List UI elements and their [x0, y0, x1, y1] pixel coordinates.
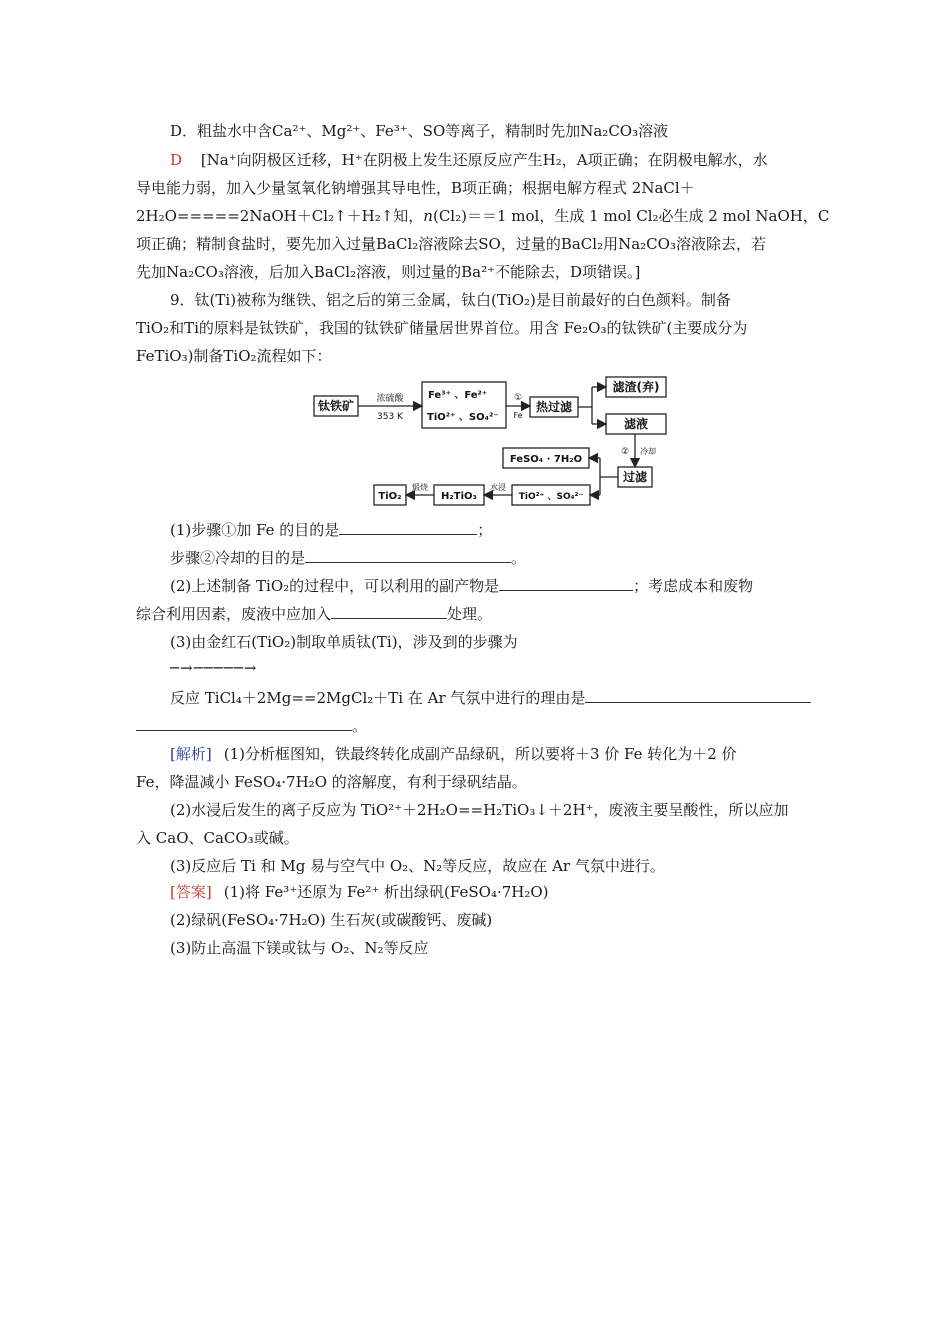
analysis-tag: [解析]	[170, 745, 212, 763]
analysis8-line-5: 先加Na₂CO₃溶液，后加入BaCl₂溶液，则过量的Ba²⁺不能除去，D项错误。]	[136, 263, 641, 281]
ions-top-label: Fe³⁺ 、Fe²⁺	[428, 390, 488, 401]
ions-bottom-label: TiO²⁺ 、SO₄²⁻	[427, 412, 499, 423]
q3c-text: 反应 TiCl₄＋2Mg==2MgCl₂＋Ti 在 Ar 气氛中进行的理由是	[170, 689, 586, 707]
acid-label: 浓硫酸	[376, 394, 404, 404]
answer9-text-1: (1)将 Fe³⁺还原为 Fe²⁺ 析出绿矾(FeSO₄·7H₂O)	[223, 883, 549, 901]
q1a-blank[interactable]	[339, 520, 477, 535]
step2-label: ②	[620, 447, 630, 457]
ore-label: 钛铁矿	[317, 399, 355, 413]
analysis8-line-2: 导电能力弱，加入少量氢氧化钠增强其导电性，B项正确；根据电解方程式 2NaCl＋	[136, 179, 695, 197]
analysis8-text-3a: 2H₂O=====2NaOH＋Cl₂↑＋H₂↑知，	[136, 207, 424, 225]
q2b-line	[136, 604, 492, 624]
q3-line: (3)由金红石(TiO₂)制取单质钛(Ti)，涉及到的步骤为	[170, 633, 518, 651]
hot-filter-label: 热过滤	[535, 400, 573, 414]
step1-label: ①	[513, 393, 523, 403]
q1a-end: ；	[477, 521, 493, 539]
q2b-end: 处理。	[447, 605, 493, 623]
q2b-blank[interactable]	[331, 604, 447, 619]
answer-tag: [答案]	[170, 883, 212, 901]
cool-label: 冷却	[640, 447, 656, 456]
analysis9-line-4: 入 CaO、CaCO₃或碱。	[136, 829, 299, 847]
analysis9-text-1: (1)分析框图知，铁最终转化成副产品绿矾，所以要将＋3 价 Fe 转化为＋2 价	[223, 745, 737, 763]
q3c-blank-2[interactable]	[136, 716, 352, 731]
analysis9-line-2: Fe，降温减小 FeSO₄·7H₂O 的溶解度，有利于绿矾结晶。	[136, 773, 527, 791]
q3c-line	[170, 688, 811, 708]
q3-chain: ─→─────→	[170, 659, 258, 677]
green-vitriol-label: FeSO₄ · 7H₂O	[509, 454, 583, 465]
analysis8-n: n	[423, 207, 433, 225]
tio2-label: TiO₂	[378, 491, 402, 502]
analysis8-line-3	[136, 206, 829, 226]
q3c-end: 。	[352, 717, 368, 735]
calcine-label: 煅烧	[412, 483, 428, 492]
flow-diagram	[300, 370, 690, 510]
temp-label: 353 K	[377, 412, 403, 422]
q1b-end: 。	[511, 549, 527, 567]
analysis9-line-3: (2)水浸后发生的离子反应为 TiO²⁺＋2H₂O==H₂TiO₃↓＋2H⁺，废液主要呈酸性，所以应加	[170, 801, 789, 819]
filter-label: 过滤	[622, 470, 648, 484]
q2a-line	[170, 576, 753, 596]
soak-label: 水浸	[490, 483, 506, 492]
q3c-line-2	[136, 716, 367, 736]
analysis8-text-1: [Na⁺向阴极区迁移，H⁺在阴极上发生还原反应产生H₂，A项正确；在阴极电解水，水	[200, 151, 768, 169]
q1b-line	[170, 548, 526, 568]
q2a-text: (2)上述制备 TiO₂的过程中，可以利用的副产物是	[170, 577, 500, 595]
option-d: D．粗盐水中含Ca²⁺、Mg²⁺、Fe³⁺、SO等离子，精制时先加Na₂CO₃溶液	[170, 122, 669, 140]
q1b-blank[interactable]	[305, 548, 511, 563]
q1b-text: 步骤②冷却的目的是	[170, 549, 306, 567]
answer9-line-1	[170, 882, 549, 902]
analysis9-line-5: (3)反应后 Ti 和 Mg 易与空气中 O₂、N₂等反应，故应在 Ar 气氛中进行。	[170, 857, 665, 875]
tio-ions-label: TiO²⁺ 、SO₄²⁻	[518, 492, 584, 502]
q1a-line	[170, 520, 492, 540]
q9-line-3: FeTiO₃)制备TiO₂流程如下：	[136, 347, 332, 365]
q2a-end: ；考虑成本和废物	[633, 577, 754, 595]
analysis8-line-1	[170, 150, 768, 170]
q1a-text: (1)步骤①加 Fe 的目的是	[170, 521, 340, 539]
h2tio3-label: H₂TiO₃	[441, 491, 477, 502]
q9-line-1: 9．钛(Ti)被称为继铁、铝之后的第三金属，钛白(TiO₂)是目前最好的白色颜料。制备	[170, 291, 731, 309]
answer9-line-2: (2)绿矾(FeSO₄·7H₂O) 生石灰(或碳酸钙、废碱)	[170, 911, 493, 929]
q2a-blank[interactable]	[499, 576, 633, 591]
q2b-text: 综合利用因素，废液中应加入	[136, 605, 332, 623]
answer-letter: D	[170, 151, 183, 169]
fe-label: Fe	[513, 411, 523, 420]
residue-label: 滤渣(弃)	[612, 380, 660, 394]
answer9-line-3: (3)防止高温下镁或钛与 O₂、N₂等反应	[170, 939, 429, 957]
analysis9-line-1	[170, 744, 737, 764]
analysis8-line-4: 项正确；精制食盐时，要先加入过量BaCl₂溶液除去SO，过量的BaCl₂用Na₂CO₃溶液除去，若	[136, 235, 766, 253]
filtrate-label: 滤液	[623, 417, 649, 431]
q9-line-2: TiO₂和Ti的原料是钛铁矿，我国的钛铁矿储量居世界首位。用含 Fe₂O₃的钛铁矿(主要成分为	[136, 319, 748, 337]
analysis8-text-3b: (Cl₂)＝＝1 mol，生成 1 mol Cl₂必生成 2 mol NaOH，C	[432, 207, 830, 225]
q3c-blank-1[interactable]	[585, 688, 811, 703]
